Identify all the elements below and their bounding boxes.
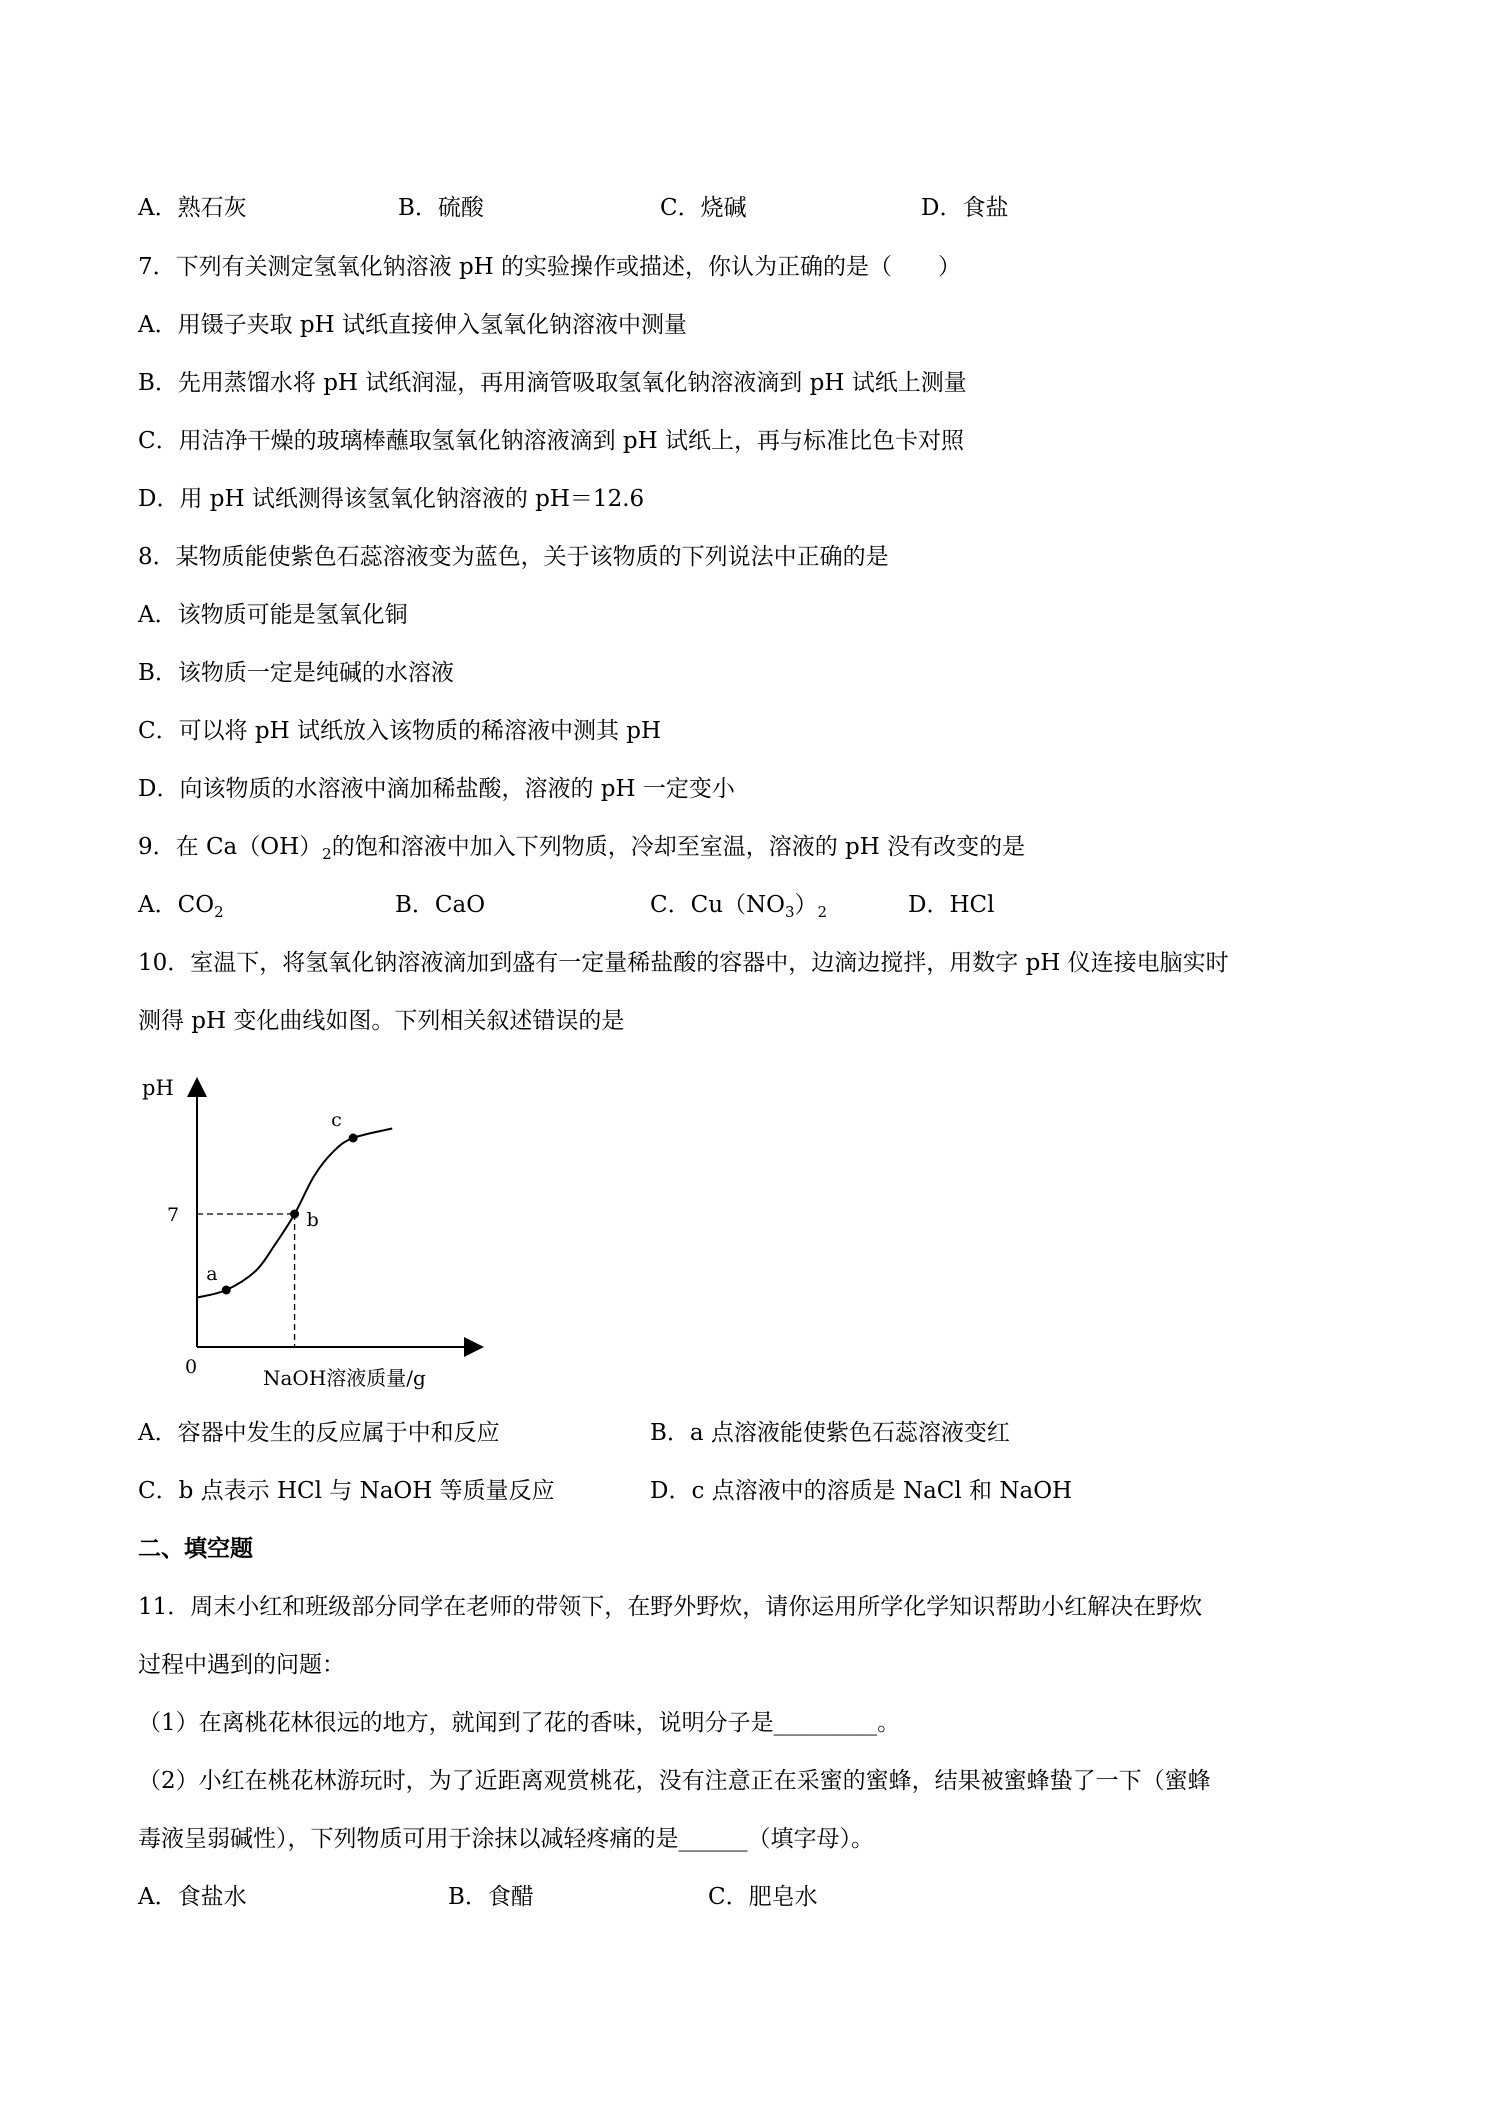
q9-option-c-subscript-2: 2 bbox=[817, 903, 828, 921]
q11-option-b: B．食醋 bbox=[448, 1884, 534, 1910]
q9-option-c-subscript-1: 3 bbox=[785, 903, 795, 921]
q9-stem-before: 9．在 Ca（OH） bbox=[138, 834, 323, 860]
q10-stem-line-2: 测得 pH 变化曲线如图。下列相关叙述错误的是 bbox=[138, 1008, 625, 1034]
q9-option-a-text: A．CO bbox=[138, 892, 215, 918]
q9-option-c-text: C．Cu（NO bbox=[650, 892, 785, 918]
q11-part-1: （1）在离桃花林很远的地方，就闻到了花的香味，说明分子是_________。 bbox=[138, 1710, 901, 1736]
q11-stem-line-1: 11．周末小红和班级部分同学在老师的带领下，在野外野炊，请你运用所学化学知识帮助小红解决在野炊 bbox=[138, 1594, 1203, 1620]
q11-option-a: A．食盐水 bbox=[138, 1884, 247, 1910]
q7-stem: 7．下列有关测定氢氧化钠溶液 pH 的实验操作或描述，你认为正确的是（ ） bbox=[138, 254, 962, 280]
q6-option-a: A．熟石灰 bbox=[138, 195, 247, 221]
q7-option-a: A．用镊子夹取 pH 试纸直接伸入氢氧化钠溶液中测量 bbox=[138, 312, 688, 338]
q10-option-c: C．b 点表示 HCl 与 NaOH 等质量反应 bbox=[138, 1478, 555, 1504]
q6-option-b: B．硫酸 bbox=[398, 195, 484, 221]
chart-point-c bbox=[349, 1134, 358, 1143]
q11-stem-line-2: 过程中遇到的问题： bbox=[138, 1652, 345, 1678]
q6-option-d: D．食盐 bbox=[921, 195, 1009, 221]
q6-option-c: C．烧碱 bbox=[660, 195, 747, 221]
chart-point-label-a: a bbox=[206, 1263, 218, 1285]
q11-part-2-line-2: 毒液呈弱碱性），下列物质可用于涂抹以减轻疼痛的是______（填字母）。 bbox=[138, 1826, 874, 1852]
q8-option-d: D．向该物质的水溶液中滴加稀盐酸，溶液的 pH 一定变小 bbox=[138, 776, 735, 802]
q9-stem bbox=[138, 832, 1025, 869]
chart-point-a bbox=[222, 1286, 231, 1295]
chart-point-b bbox=[290, 1210, 299, 1219]
chart-point-label-b: b bbox=[306, 1209, 319, 1231]
q10-option-a: A．容器中发生的反应属于中和反应 bbox=[138, 1420, 500, 1446]
q7-option-c: C．用洁净干燥的玻璃棒蘸取氢氧化钠溶液滴到 pH 试纸上，再与标准比色卡对照 bbox=[138, 428, 965, 454]
q9-option-c-paren: ） bbox=[794, 892, 818, 918]
chart-origin-label: 0 bbox=[185, 1356, 198, 1378]
q9-stem-subscript: 2 bbox=[322, 845, 332, 863]
q10-stem-line-1: 10．室温下，将氢氧化钠溶液滴加到盛有一定量稀盐酸的容器中，边滴边搅拌，用数字 pH 仪连接电脑实时 bbox=[138, 950, 1229, 976]
q8-option-b: B．该物质一定是纯碱的水溶液 bbox=[138, 660, 454, 686]
q7-option-d: D．用 pH 试纸测得该氢氧化钠溶液的 pH＝12.6 bbox=[138, 486, 645, 512]
q9-option-a-subscript: 2 bbox=[214, 903, 224, 921]
q9-option-a bbox=[138, 890, 224, 927]
ph-curve-chart bbox=[130, 1065, 510, 1395]
q8-option-c: C．可以将 pH 试纸放入该物质的稀溶液中测其 pH bbox=[138, 718, 662, 744]
chart-point-label-c: c bbox=[331, 1109, 342, 1131]
q9-option-c bbox=[650, 890, 827, 927]
q8-stem: 8．某物质能使紫色石蕊溶液变为蓝色，关于该物质的下列说法中正确的是 bbox=[138, 544, 889, 570]
q10-option-b: B．a 点溶液能使紫色石蕊溶液变红 bbox=[650, 1420, 1010, 1446]
chart-y-tick-label: 7 bbox=[167, 1204, 180, 1226]
section-2-heading: 二、填空题 bbox=[138, 1535, 253, 1562]
q11-option-c: C．肥皂水 bbox=[708, 1884, 818, 1910]
chart-y-axis-label: pH bbox=[142, 1076, 174, 1100]
q9-option-d: D．HCl bbox=[908, 892, 995, 918]
q8-option-a: A．该物质可能是氢氧化铜 bbox=[138, 602, 408, 628]
chart-x-axis-label: NaOH溶液质量/g bbox=[263, 1366, 426, 1390]
q9-option-b: B．CaO bbox=[395, 892, 486, 918]
q9-stem-after: 的饱和溶液中加入下列物质，冷却至室温，溶液的 pH 没有改变的是 bbox=[331, 834, 1026, 860]
q7-option-b: B．先用蒸馏水将 pH 试纸润湿，再用滴管吸取氢氧化钠溶液滴到 pH 试纸上测量 bbox=[138, 370, 967, 396]
q10-option-d: D．c 点溶液中的溶质是 NaCl 和 NaOH bbox=[650, 1478, 1073, 1504]
q11-part-2-line-1: （2）小红在桃花林游玩时，为了近距离观赏桃花，没有注意正在采蜜的蜜蜂，结果被蜜蜂蛰了一下（蜜蜂 bbox=[138, 1768, 1211, 1794]
